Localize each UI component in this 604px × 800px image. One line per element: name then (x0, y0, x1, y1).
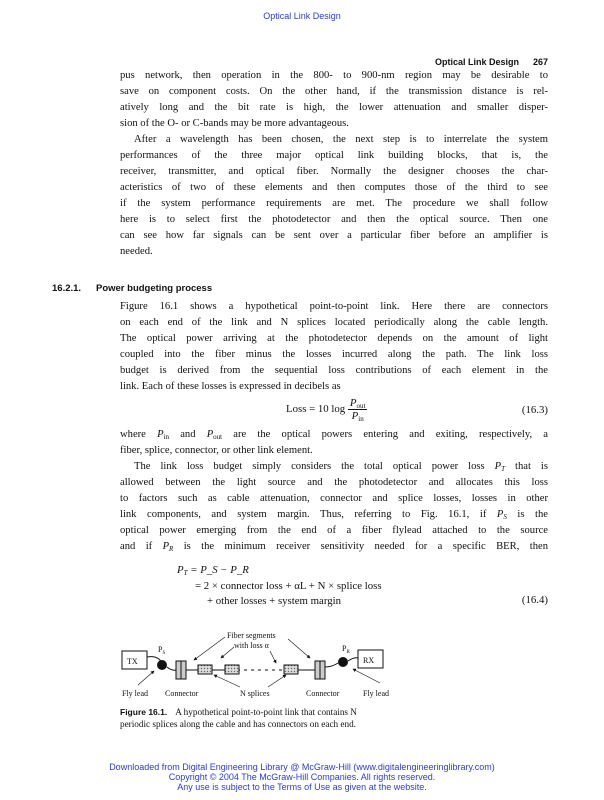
text-line: where $P_{in}$ and $P_{out}$ are the optical powers entering and exiting, respectively, a (120, 429, 549, 441)
equation-16-3 (286, 397, 367, 422)
text-line: After a wavelength has been chosen, the next step is to interrelate the system (134, 134, 548, 145)
connector-left-label: Connector (165, 689, 199, 698)
text-line: coupled into the fiber minus the losses incurred along the path. The link loss (120, 349, 548, 360)
paragraph-1 (120, 68, 548, 260)
fiber-loss-label: with loss α (234, 641, 269, 650)
text-line: needed. (120, 246, 153, 257)
splices-label: N splices (240, 689, 270, 698)
text-line: sion of the O- or C-bands may be more advantageous. (120, 118, 349, 129)
footer-copyright[interactable]: Copyright © 2004 The McGraw-Hill Companies. All rights reserved. (168, 772, 436, 782)
text-line: on each end of the link and N splices located periodically along the cable length. (120, 317, 548, 328)
caption-label: Figure 16.1. (120, 707, 168, 717)
text-line: to factors such as cable attenuation, connector and splice losses, losses in other (120, 493, 548, 504)
section-title: Power budgeting process (96, 283, 213, 294)
text-line: and if $P_R$ is the minimum receiver sensitivity needed for a specific BER, then (120, 541, 548, 553)
text-line: receiver, transmitter, and optical fiber. Normally the designer chooses the char- (120, 166, 548, 177)
footer-download-link[interactable]: Downloaded from Digital Engineering Library @ McGraw-Hill (www.digitalengineeringlibrary.com) (109, 762, 495, 772)
text-line: atively long and the bit rate is high, the lower attenuation and smaller disper- (120, 102, 548, 113)
figure-16-1 (110, 625, 410, 705)
text-line: can see how far signals can be sent over a particular fiber before an amplifier is (120, 230, 548, 241)
text-line: The link loss budget simply considers the total optical power loss $P_T$ that is (134, 461, 548, 473)
text-line: here is to select first the photodetector and then the optical source. Then one (120, 214, 548, 225)
eq-line-3: + other losses + system margin (207, 595, 342, 607)
eq-line-1: $P_T$ = P_S − P_R (177, 564, 249, 577)
text-line: Figure 16.1 shows a hypothetical point-to-point link. Here there are connectors (120, 301, 548, 312)
equation-number: (16.4) (521, 594, 548, 606)
text-line: if the system performance requirements are met. The procedure we shall follow (120, 198, 548, 209)
equation-16-4 (177, 563, 382, 610)
figure-caption (120, 706, 420, 730)
caption-text: periodic splices along the cable and has connectors on each end. (120, 719, 356, 729)
pr-label: $P_R$ (342, 644, 350, 655)
flylead-left-label: Fly lead (122, 689, 148, 698)
flylead-right-label: Fly lead (363, 689, 389, 698)
page-number: 267 (532, 57, 548, 67)
text-line: link components, and system margin. Thus, referring to Fig. 16.1, if $P_S$ is the (120, 509, 548, 521)
receiver-point (338, 657, 348, 667)
text-line: pus network, then operation in the 800- to 900-nm region may be desirable to (120, 70, 548, 81)
top-link[interactable]: Optical Link Design (263, 11, 341, 21)
equation-number: (16.3) (521, 404, 548, 416)
tx-label: TX (127, 657, 138, 666)
caption-text: A hypothetical point-to-point link that contains N (175, 707, 357, 717)
source-point (157, 660, 167, 670)
eq-pt-symbol: P (177, 564, 184, 576)
paragraph-3 (120, 299, 548, 395)
rx-label: RX (363, 656, 375, 665)
eq-line-1-rhs: = P_S − P_R (190, 564, 249, 576)
paragraph-4 (120, 427, 548, 555)
text-line: performances of the three major optical link building blocks, that is, the (120, 150, 548, 161)
section-number: 16.2.1. (52, 283, 82, 294)
text-line: fiber, splice, connector, or other link element. (120, 445, 313, 456)
text-line: allowed between the light source and the photodetector and allocates this loss (120, 477, 548, 488)
fraction: $\frac{P_{out}}{P_{in}}$ (349, 397, 366, 423)
connector-right-label: Connector (306, 689, 340, 698)
running-head-title: Optical Link Design (434, 57, 519, 67)
eq-lhs: Loss = 10 log (286, 402, 346, 415)
text-line: budget is derived from the sequential loss contributions of each element in the (120, 365, 548, 376)
running-head (380, 57, 548, 67)
text-line: The optical power arriving at the photodetector depends on the amount of light (120, 333, 548, 344)
text-line: link. Each of these losses is expressed in decibels as (120, 381, 341, 392)
fiber-label: Fiber segments (227, 631, 276, 640)
text-line: save on component costs. On the other hand, if the transmission distance is rel- (120, 86, 548, 97)
footer-terms[interactable]: Any use is subject to the Terms of Use as given at the website. (177, 782, 427, 792)
section-heading (52, 283, 212, 294)
text-line: acteristics of two of these elements and then computes those of the third to see (120, 182, 548, 193)
eq-line-2: = 2 × connector loss + αL + N × splice loss (195, 579, 382, 592)
text-line: optical power emerging from the end of a fiber flylead attached to the source (120, 525, 548, 536)
ps-label: $P_S$ (158, 645, 166, 656)
